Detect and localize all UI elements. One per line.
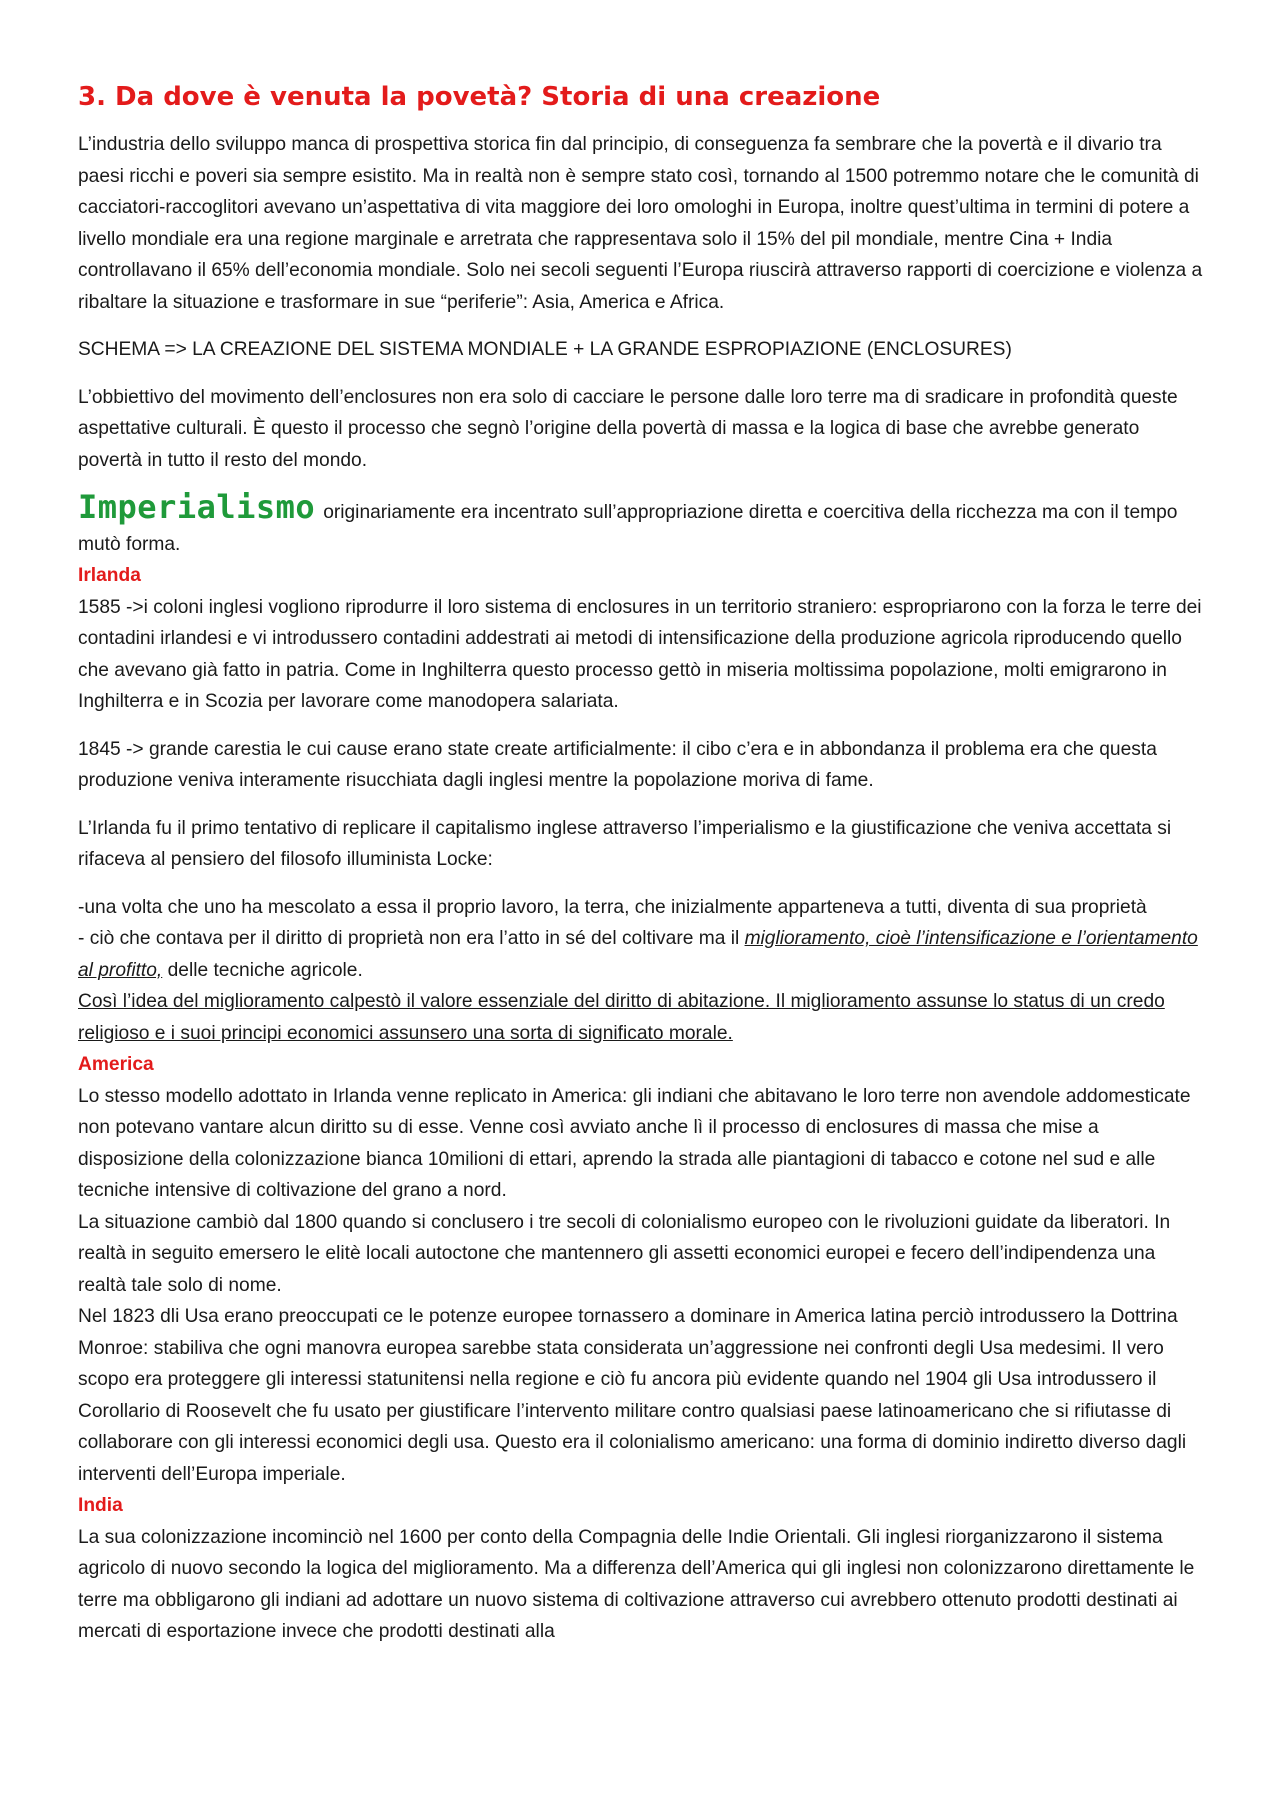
schema-line: SCHEMA => LA CREAZIONE DEL SISTEMA MONDIALE + LA GRANDE ESPROPIAZIONE (ENCLOSURES) [78,339,1012,360]
imperialism-text: originariamente era incentrato sull’appropriazione diretta e coercitiva della ricchezza ma con il tempo mutò forma. [78,502,1178,555]
india-paragraph-1: La sua colonizzazione incominciò nel 1600 per conto della Compagnia delle Indie Orientali. Gli inglesi riorganizzarono il sistema agricolo di nuovo secondo la logica del miglioramento. Ma a differenza dell’America qui gli inglesi non colonizzarono direttamente le terre ma obbligarono gli indiani ad adottare un nuovo sistema di coltivazione attraverso cui avrebbero ottenuto prodotti destinati ai mercati di esportazione invece che prodotti destinati alla [78,1526,1195,1642]
irlanda-bullet-1: -una volta che uno ha mescolato a essa il proprio lavoro, la terra, che inizialmente apparteneva a tutti, diventa di sua proprietà [78,896,1147,918]
america-paragraph-3: Nel 1823 dli Usa erano preoccupati ce le potenze europee tornassero a dominare in America latina perciò introdussero la Dottrina Monroe: stabiliva che ogni manovra europea sarebbe stata considerata un’aggressione nei confronti degli Usa medesimi. Il vero scopo era proteggere gli interessi statunitensi nella regione e ciò fu ancora più evidente quando nel 1904 gli Usa introdussero il Corollario di Roosevelt che fu usato per giustificare l’intervento militare contro qualsiasi paese latinoamericano che si rifiutasse di collaborare con gli interessi economici degli usa. Questo era il colonialismo americano: una forma di dominio indiretto diverso dagli interventi dell’Europa imperiale. [78,1306,1187,1485]
irlanda-paragraph-2: 1845 -> grande carestia le cui cause erano state create artificialmente: il cibo c’era e in abbondanza il problema era che questa produzione veniva interamente risucchiata dagli inglesi mentre la popolazione moriva di fame. [78,738,1157,791]
bullet-2-text-a: - ciò che contava per il diritto di proprietà non era l’atto in sé del coltivare ma il [78,928,745,949]
enclosures-paragraph: L’obbiettivo del movimento dell’enclosures non era solo di cacciare le persone dalle loro terre ma di sradicare in profondità queste aspettative culturali. È questo il processo che segnò l’origine della povertà di massa e la logica di base che avrebbe generato povertà in tutto il resto del mondo. [78,386,1178,471]
page-title: 3. Da dove è venuta la povetà? Storia di una creazione [78,82,881,112]
irlanda-conclusion: Così l’idea del miglioramento calpestò il valore essenziale del diritto di abitazione. Il miglioramento assunse lo status di un credo religioso e i suoi principi economici assunsero una sorta di significato morale. [78,991,1165,1044]
bullet-2-text-b: delle tecniche agricole. [162,959,363,981]
irlanda-bullet-2 [78,923,1208,986]
america-paragraph-2: La situazione cambiò dal 1800 quando si conclusero i tre secoli di colonialismo europeo con le rivoluzioni guidate da liberatori. In realtà in seguito emersero le elitè locali autoctone che mantennero gli assetti economici europei e fecero dell’indipendenza una realtà tale solo di nome. [78,1211,1171,1296]
section-heading-irlanda: Irlanda [78,565,141,586]
bullet-2-emphasis: miglioramento, cioè l’intensificazione e l’orientamento al profitto, [78,928,1198,981]
america-paragraph-1: Lo stesso modello adottato in Irlanda venne replicato in America: gli indiani che abitavano le loro terre non avendole addomesticate non potevano vantare alcun diritto su di esse. Venne così avviato anche lì il processo di enclosures di massa che mise a disposizione della colonizzazione bianca 10milioni di ettari, aprendo la strada alle piantagioni di tabacco e cotone nel sud e alle tecniche intensive di coltivazione del grano a nord. [78,1085,1191,1201]
irlanda-paragraph-1: 1585 ->i coloni inglesi vogliono riprodurre il loro sistema di enclosures in un territorio straniero: espropriarono con la forza le terre dei contadini irlandesi e vi introdussero contadini addestrati ai metodi di intensificazione della produzione agricola riproducendo quello che avevano già fatto in patria. Come in Inghilterra questo processo gettò in miseria moltissima popolazione, molti emigrarono in Inghilterra e in Scozia per lavorare come manodopera salariata. [78,596,1202,712]
imperialism-heading: Imperialismo [78,488,316,526]
irlanda-paragraph-3: L’Irlanda fu il primo tentativo di replicare il capitalismo inglese attraverso l’imperialismo e la giustificazione che veniva accettata si rifaceva al pensiero del filosofo illuminista Locke: [78,817,1172,870]
intro-paragraph: L’industria dello sviluppo manca di prospettiva storica fin dal principio, di conseguenza fa sembrare che la povertà e il divario tra paesi ricchi e poveri sia sempre esistito. Ma in realtà non è sempre stato così, tornando al 1500 potremmo notare che le comunità di cacciatori-raccoglitori avevano un’aspettativa di vita maggiore dei loro omologhi in Europa, inoltre quest’ultima in termini di potere a livello mondiale era una regione marginale e arretrata che rappresentava solo il 15% del pil mondiale, mentre Cina + India controllavano il 65% dell’economia mondiale. Solo nei secoli seguenti l’Europa riuscirà attraverso rapporti di coercizione e violenza a ribaltare la situazione e trasformare in sue “periferie”: Asia, America e Africa. [78,134,1203,313]
section-heading-america: America [78,1054,154,1075]
document-page [78,80,1208,1648]
imperialism-paragraph [78,488,1208,560]
section-heading-india: India [78,1495,123,1516]
